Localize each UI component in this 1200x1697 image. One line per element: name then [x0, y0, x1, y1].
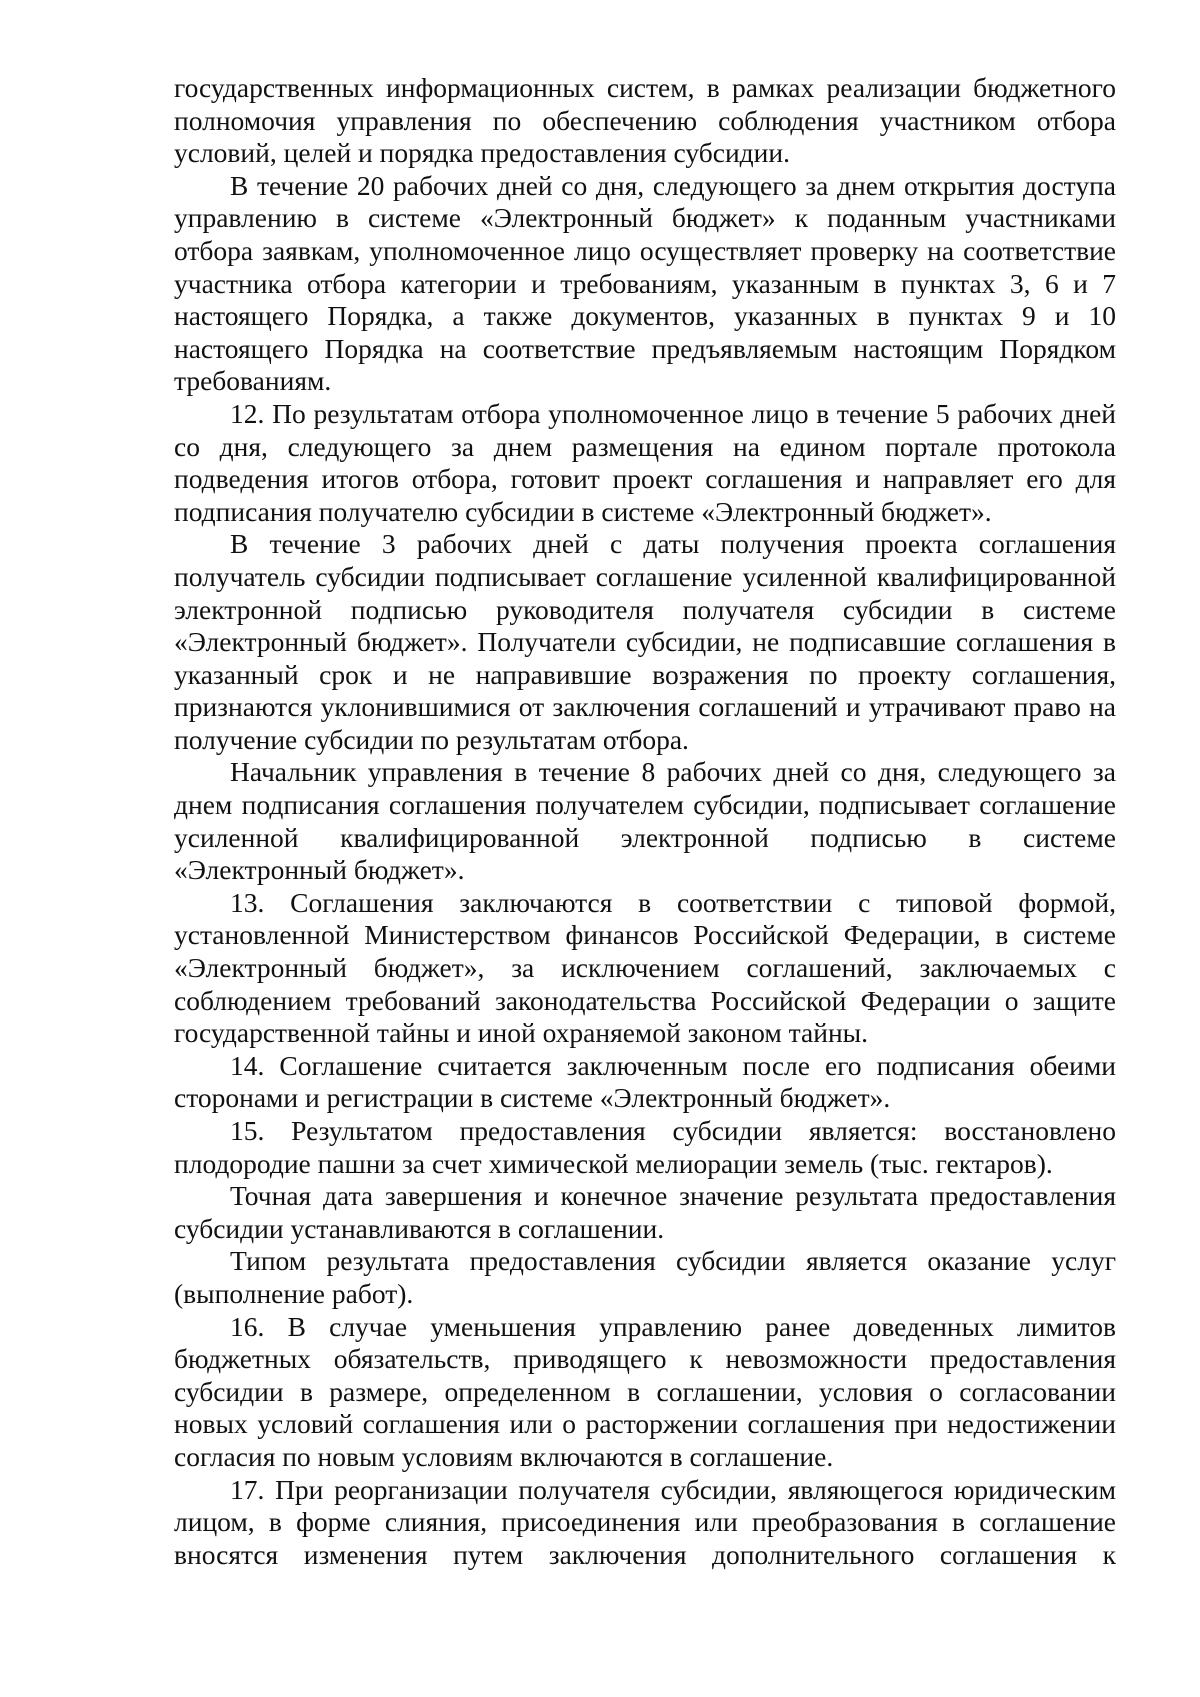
document-body	[174, 72, 1116, 1571]
paragraph-result-date: Точная дата завершения и конечное значение результата предоставления субсидии устанавливаются в соглашении.	[174, 1180, 1116, 1244]
paragraph-result-type: Типом результата предоставления субсидии является оказание услуг (выполнение работ).	[174, 1245, 1116, 1309]
paragraph-item-12: 12. По результатам отбора уполномоченное лицо в течение 5 рабочих дней со дня, следующего за днем размещения на едином портале протокола подведения итогов отбора, готовит проект соглашения и направляет его для подписания получателю субсидии в системе «Электронный бюджет».	[174, 397, 1116, 527]
paragraph-verification-term: В течение 20 рабочих дней со дня, следующего за днем открытия доступа управлению в системе «Электронный бюджет» к поданным участниками отбора заявкам, уполномоченное лицо осуществляет проверку на соответствие участника отбора категории и требованиям, указанным в пунктах 3, 6 и 7 настоящего Порядка, а также документов, указанных в пунктах 9 и 10 настоящего Порядка на соответствие предъявляемым настоящим Порядком требованиям.	[174, 169, 1116, 397]
paragraph-item-17: 17. При реорганизации получателя субсидии, являющегося юридическим лицом, в форме слияния, присоединения или преобразования в соглашение вносятся изменения путем заключения дополнительного соглашения к	[174, 1473, 1116, 1570]
paragraph-signing-term: В течение 3 рабочих дней с даты получения проекта соглашения получатель субсидии подписывает соглашение усиленной квалифицированной электронной подписью руководителя получателя субсидии в системе «Электронный бюджет». Получатели субсидии, не подписавшие соглашения в указанный срок и не направившие возражения по проекту соглашения, признаются уклонившимися от заключения соглашений и утрачивают право на получение субсидии по результатам отбора.	[174, 528, 1116, 755]
paragraph-head-signing: Начальник управления в течение 8 рабочих дней со дня, следующего за днем подписания соглашения получателем субсидии, подписывает соглашение усиленной квалифицированной электронной подписью в системе «Электронный бюджет».	[174, 756, 1116, 886]
paragraph-continuation: государственных информационных систем, в рамках реализации бюджетного полномочия управления по обеспечению соблюдения участником отбора условий, целей и порядка предоставления субсидии.	[174, 72, 1116, 169]
paragraph-item-15: 15. Результатом предоставления субсидии является: восстановлено плодородие пашни за счет химической мелиорации земель (тыс. гектаров).	[174, 1115, 1116, 1179]
paragraph-item-14: 14. Соглашение считается заключенным после его подписания обеими сторонами и регистрации в системе «Электронный бюджет».	[174, 1049, 1116, 1114]
paragraph-item-13: 13. Соглашения заключаются в соответствии с типовой формой, установленной Министерством финансов Российской Федерации, в системе «Электронный бюджет», за исключением соглашений, заключаемых с соблюдением требований законодательства Российской Федерации о защите государственной тайны и иной охраняемой законом тайны.	[174, 886, 1116, 1049]
paragraph-item-16: 16. В случае уменьшения управлению ранее доведенных лимитов бюджетных обязательств, приводящего к невозможности предоставления субсидии в размере, определенном в соглашении, условия о согласовании новых условий соглашения или о расторжении соглашения при недостижении согласия по новым условиям включаются в соглашение.	[174, 1310, 1116, 1472]
